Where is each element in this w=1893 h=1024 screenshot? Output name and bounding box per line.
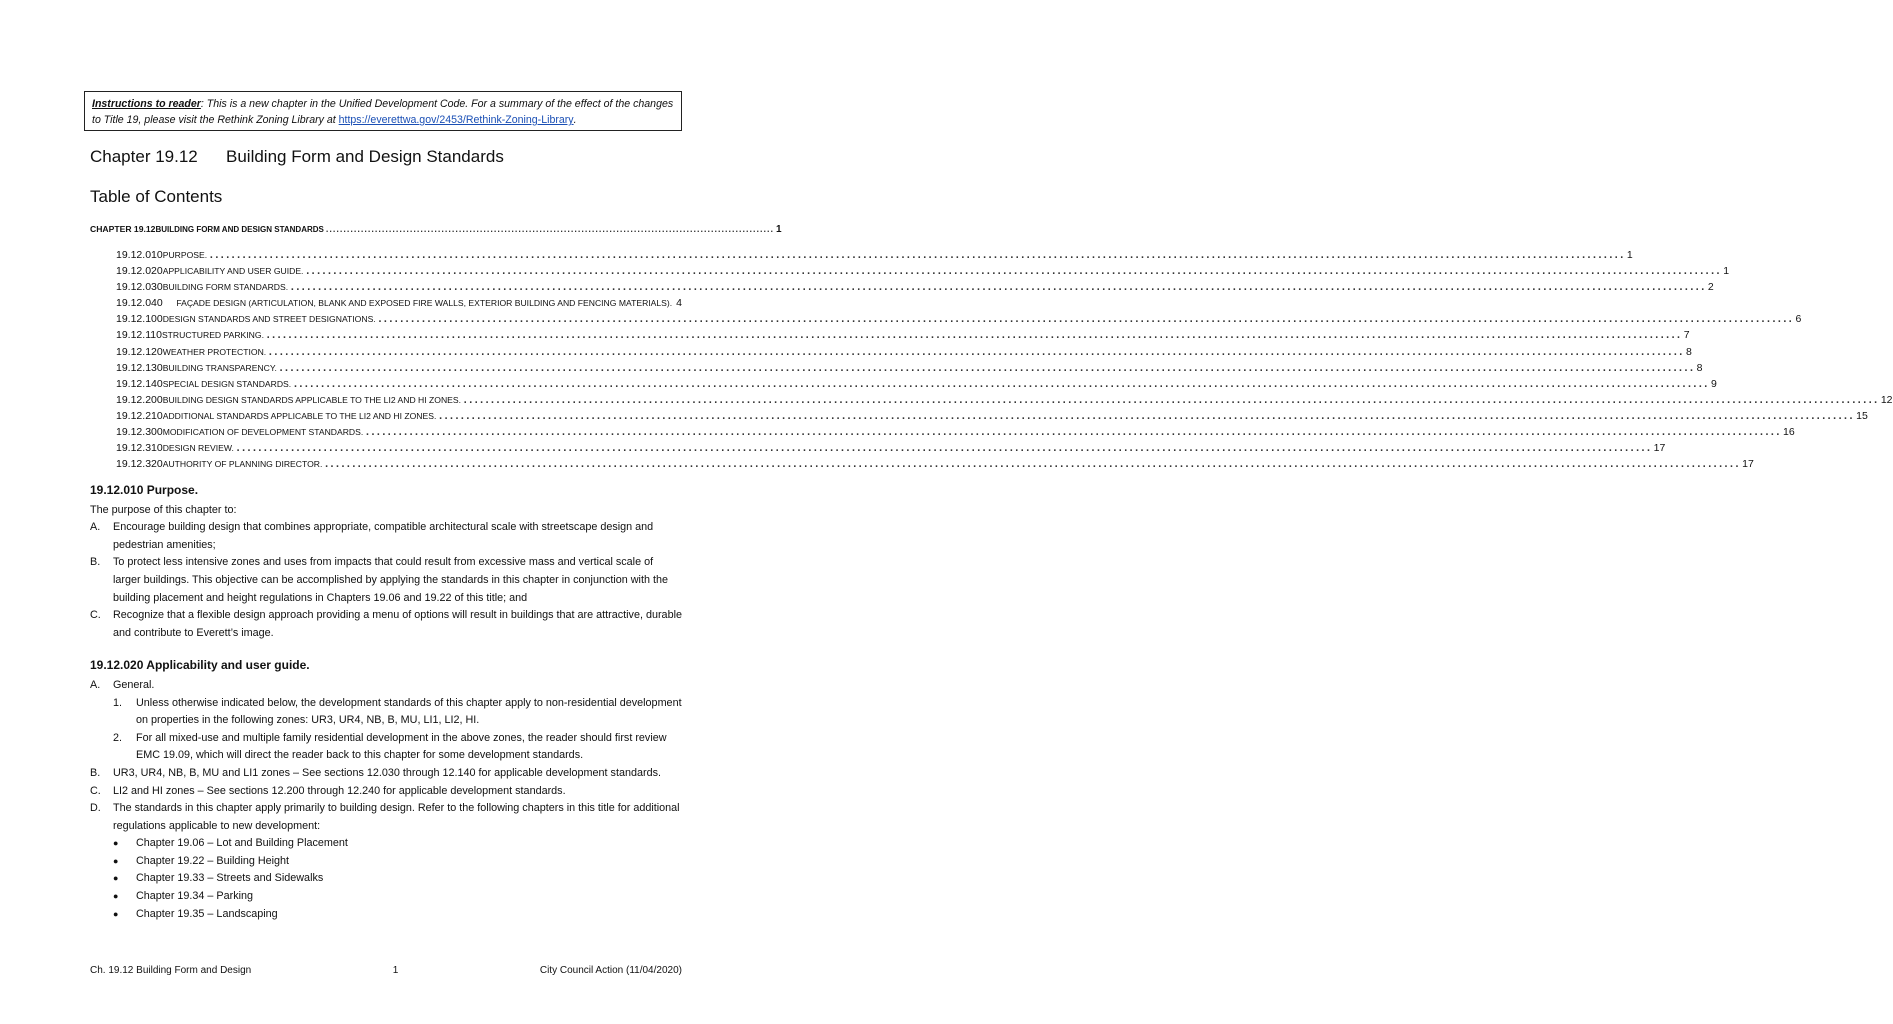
page-number: 1 bbox=[392, 965, 399, 976]
toc-entry-page: 8 bbox=[1696, 361, 1703, 374]
purpose-heading: 19.12.010 Purpose. bbox=[90, 483, 199, 497]
toc-entry-title: SPECIAL DESIGN STANDARDS. bbox=[162, 378, 292, 389]
toc-entry-number: 19.12.040 bbox=[116, 297, 163, 310]
toc-entry-page: 15 bbox=[1856, 409, 1868, 422]
toc-entry[interactable]: 19.12.020 APPLICABILITY AND USER GUIDE. .................................................................................................................................................................................................................................................................... 1 bbox=[116, 261, 1730, 279]
toc-chapter-page: 1 bbox=[775, 224, 782, 235]
toc-entry-title: ADDITIONAL STANDARDS APPLICABLE TO THE LI2 AND HI ZONES. bbox=[162, 410, 437, 421]
toc-entry-page: 7 bbox=[1683, 329, 1690, 342]
chapter-name: Building Form and Design Standards bbox=[226, 147, 504, 166]
toc-entry-page: 4 bbox=[676, 297, 682, 310]
toc-chapter-title: BUILDING FORM AND DESIGN STANDARDS bbox=[155, 225, 324, 234]
toc-list bbox=[116, 245, 1893, 472]
toc-entry-title: WEATHER PROTECTION. bbox=[162, 346, 267, 357]
toc-heading: Table of Contents bbox=[90, 187, 223, 206]
toc-entry[interactable]: 19.12.130 BUILDING TRANSPARENCY. .................................................................................................................................................................................................................................................................... 8 bbox=[116, 357, 1703, 375]
toc-entry[interactable]: 19.12.300 MODIFICATION OF DEVELOPMENT STANDARDS. .................................................................................................................................................................................................................................................................... 16 bbox=[116, 422, 1795, 440]
toc-entry-title: STRUCTURED PARKING. bbox=[161, 330, 264, 341]
list-item: B. To protect less intensive zones and uses from impacts that could result from excessive mass and vertical scale of larger buildings. This objective can be accomplished by applying the standards in this chapter in conjunction with the building placement and height regulations in Chapters 19.06 and 19.22 of this title; and bbox=[90, 556, 668, 604]
toc-entry[interactable]: 19.12.100 DESIGN STANDARDS AND STREET DESIGNATIONS. .................................................................................................................................................................................................................................................................... 6 bbox=[116, 309, 1802, 327]
toc-entry-page: 12 bbox=[1880, 393, 1893, 406]
list-item: C. LI2 and HI zones – See sections 12.200 through 12.240 for applicable development standards. bbox=[90, 784, 566, 797]
toc-entry-page: 1 bbox=[1626, 249, 1633, 261]
toc-entry-page: 16 bbox=[1783, 426, 1795, 439]
toc-entry[interactable]: 19.12.310 DESIGN REVIEW. .................................................................................................................................................................................................................................................................... 17 bbox=[116, 438, 1666, 456]
chapter-title bbox=[90, 147, 504, 167]
toc-entry-page: 9 bbox=[1710, 377, 1717, 390]
toc-entry-number: 19.12.140 bbox=[116, 377, 163, 390]
bullet-icon: ● bbox=[113, 908, 119, 919]
list-item: A. General. bbox=[90, 678, 155, 691]
toc-entry-page: 17 bbox=[1653, 442, 1666, 455]
toc-entry-page: 8 bbox=[1685, 345, 1692, 358]
bullet-icon: ● bbox=[113, 873, 119, 884]
bullet-item: ● Chapter 19.06 – Lot and Building Placement bbox=[113, 835, 682, 853]
toc-entry-title: BUILDING FORM STANDARDS. bbox=[162, 282, 289, 293]
toc-entry-number: 19.12.020 bbox=[116, 265, 163, 278]
toc-entry[interactable]: 19.12.110 STRUCTURED PARKING. .................................................................................................................................................................................................................................................................... 7 bbox=[116, 325, 1690, 343]
toc-entry-title: AUTHORITY OF PLANNING DIRECTOR. bbox=[162, 459, 323, 470]
toc-entry-title: DESIGN REVIEW. bbox=[162, 443, 234, 454]
toc-entry-number: 19.12.310 bbox=[116, 442, 163, 455]
toc-entry-number: 19.12.210 bbox=[116, 409, 163, 422]
toc-entry-number: 19.12.110 bbox=[116, 329, 162, 342]
purpose-intro: The purpose of this chapter to: bbox=[90, 503, 237, 516]
toc-entry-page: 2 bbox=[1707, 281, 1714, 294]
reader-instructions-box: Instructions to reader: This is a new chapter in the Unified Development Code. For a summary of the effect of the changes to Title 19, please visit the Rethink Zoning Library at https://everettwa.gov/2453/Rethink-Zoning-Library. bbox=[84, 91, 682, 131]
toc-entry-title: BUILDING DESIGN STANDARDS APPLICABLE TO THE LI2 AND HI ZONES. bbox=[162, 394, 462, 405]
page-footer bbox=[90, 965, 682, 976]
chapter-number: Chapter 19.12 bbox=[90, 147, 198, 166]
toc-entry[interactable]: 19.12.030 BUILDING FORM STANDARDS. .................................................................................................................................................................................................................................................................... 2 bbox=[116, 277, 1714, 295]
footer-left: Ch. 19.12 Building Form and Design bbox=[90, 965, 252, 976]
toc-entry-number: 19.12.300 bbox=[116, 426, 163, 439]
bullet-item: ● Chapter 19.35 – Landscaping bbox=[113, 906, 682, 924]
applicability-heading: 19.12.020 Applicability and user guide. bbox=[90, 658, 310, 673]
toc-entry[interactable]: 19.12.010 PURPOSE. .................................................................................................................................................................................................................................................................... 1 bbox=[116, 245, 1633, 262]
toc-entry-page: 1 bbox=[1723, 265, 1730, 278]
rethink-zoning-link[interactable]: https://everettwa.gov/2453/Rethink-Zoning-Library bbox=[338, 114, 574, 126]
footer-right: City Council Action (11/04/2020) bbox=[539, 965, 682, 976]
toc-entry-title: MODIFICATION OF DEVELOPMENT STANDARDS. bbox=[162, 427, 364, 438]
sub-list-item: 2. For all mixed-use and multiple family residential development in the above zones, the reader should first review EMC 19.09, which will direct the reader back to this chapter for some development standards. bbox=[113, 731, 667, 762]
toc-entry-page: 17 bbox=[1742, 458, 1754, 471]
bullet-icon: ● bbox=[113, 855, 119, 866]
list-item: B. UR3, UR4, NB, B, MU and LI1 zones – See sections 12.030 through 12.140 for applicable development standards. bbox=[90, 766, 661, 779]
toc-entry[interactable]: 19.12.320 AUTHORITY OF PLANNING DIRECTOR. .................................................................................................................................................................................................................................................................... 17 bbox=[116, 454, 1754, 472]
list-item: A. Encourage building design that combines appropriate, compatible architectural scale with streetscape design and pedestrian amenities; bbox=[90, 521, 654, 551]
instructions-lead: Instructions to reader bbox=[92, 98, 201, 110]
list-item: D. The standards in this chapter apply primarily to building design. Refer to the following chapters in this title for additional regulations applicable to new development: bbox=[90, 802, 680, 832]
list-item: C. Recognize that a flexible design approach providing a menu of options will result in buildings that are attractive, durable and contribute to Everett’s image. bbox=[90, 609, 682, 639]
toc-entry-page: 6 bbox=[1795, 313, 1802, 326]
toc-entry-number: 19.12.200 bbox=[116, 393, 163, 406]
purpose-list bbox=[90, 519, 682, 642]
toc-chapter-number: CHAPTER 19.12 bbox=[90, 224, 156, 234]
toc-entry-number: 19.12.100 bbox=[116, 313, 163, 326]
toc-entry-title: DESIGN STANDARDS AND STREET DESIGNATIONS. bbox=[162, 314, 376, 325]
bullet-icon: ● bbox=[113, 891, 119, 902]
toc-entry-number: 19.12.320 bbox=[116, 458, 163, 471]
instructions-text: : This is a new chapter in the Unified Development Code. For a summary of the effect of the changes to Title 19, please visit the Rethink Zoning Library at bbox=[92, 98, 674, 126]
toc-entry-number: 19.12.010 bbox=[116, 249, 163, 261]
toc-entry[interactable] bbox=[116, 293, 682, 309]
bullet-icon: ● bbox=[113, 838, 119, 849]
related-chapters-list bbox=[90, 835, 682, 923]
toc-entry[interactable]: 19.12.210 ADDITIONAL STANDARDS APPLICABLE TO THE LI2 AND HI ZONES. .................................................................................................................................................................................................................................................................... 15 bbox=[116, 405, 1868, 423]
toc-entry-number: 19.12.130 bbox=[116, 361, 163, 374]
toc-entry-title: APPLICABILITY AND USER GUIDE. bbox=[162, 266, 304, 277]
bullet-item: ● Chapter 19.34 – Parking bbox=[113, 888, 682, 906]
toc-entry-title: PURPOSE. bbox=[162, 250, 208, 260]
toc-entry[interactable]: 19.12.200 BUILDING DESIGN STANDARDS APPLICABLE TO THE LI2 AND HI ZONES. .................................................................................................................................................................................................................................................................... 12 bbox=[116, 389, 1893, 407]
toc-entry-title: BUILDING TRANSPARENCY. bbox=[162, 362, 277, 373]
toc-entry-title: FAÇADE DESIGN (ARTICULATION, BLANK AND EXPOSED FIRE WALLS, EXTERIOR BUILDING AND FENCING MATERIALS). bbox=[176, 298, 673, 309]
chapter-body bbox=[90, 482, 682, 923]
toc-chapter-entry[interactable]: CHAPTER 19.12 BUILDING FORM AND DESIGN STANDARDS ................................................................................................................................ 1 bbox=[90, 224, 782, 235]
toc-entry[interactable]: 19.12.120 WEATHER PROTECTION. .................................................................................................................................................................................................................................................................... 8 bbox=[116, 341, 1692, 359]
sub-list-item: 1. Unless otherwise indicated below, the development standards of this chapter apply to non-residential development on properties in the following zones: UR3, UR4, NB, B, MU, LI1, LI2, HI. bbox=[113, 696, 682, 727]
bullet-item: ● Chapter 19.33 – Streets and Sidewalks bbox=[113, 870, 682, 888]
bullet-item: ● Chapter 19.22 – Building Height bbox=[113, 853, 682, 871]
toc-entry[interactable]: 19.12.140 SPECIAL DESIGN STANDARDS. .................................................................................................................................................................................................................................................................... 9 bbox=[116, 373, 1717, 391]
toc-entry-number: 19.12.030 bbox=[116, 281, 163, 294]
general-sublist bbox=[90, 695, 682, 765]
toc-entry-number: 19.12.120 bbox=[116, 345, 163, 358]
